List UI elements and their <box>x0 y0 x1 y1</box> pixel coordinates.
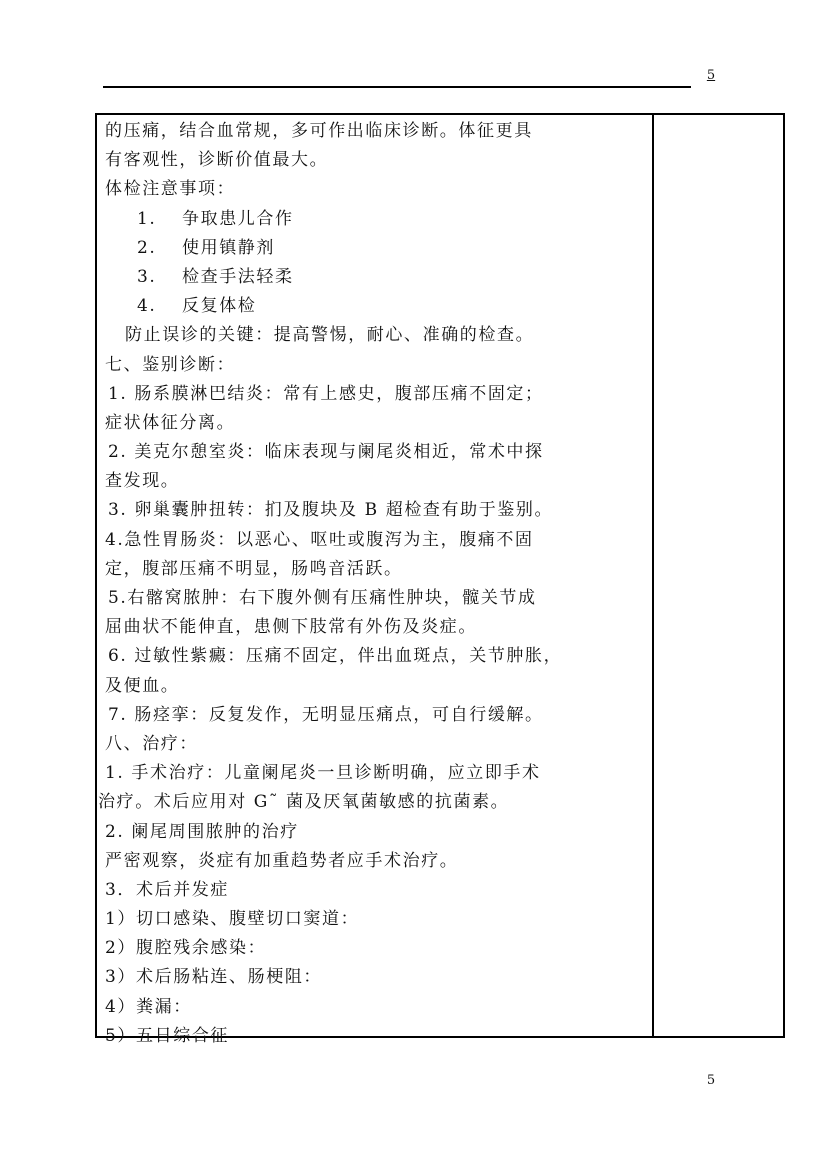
list-item: 1）切口感染、腹壁切口窦道： <box>105 909 360 930</box>
text-line: 治疗。术后应用对 G˜ 菌及厌氧菌敏感的抗菌素。 <box>98 792 510 813</box>
checklist-text: 使用镇静剂 <box>182 237 275 258</box>
text-line: 7. 肠痉挛：反复发作，无明显压痛点，可自行缓解。 <box>108 704 544 725</box>
checklist-item <box>105 292 645 321</box>
text-line: 2. 阑尾周围脓肿的治疗 <box>105 821 299 842</box>
text-line: 3. 卵巢囊肿扭转：扪及腹块及 B 超检查有助于鉴别。 <box>108 500 554 521</box>
header-rule <box>103 86 691 88</box>
text-line: 症状体征分离。 <box>105 412 236 433</box>
checklist-item <box>105 234 645 263</box>
list-item: 5）五日综合征 <box>105 1025 230 1046</box>
text-line: 体检注意事项： <box>105 179 236 200</box>
text-line: 严密观察，炎症有加重趋势者应手术治疗。 <box>105 850 459 871</box>
text-line: 屈曲状不能伸直，患侧下肢常有外伤及炎症。 <box>105 617 477 638</box>
text-line: 查发现。 <box>105 471 180 492</box>
checklist-number: 3. <box>137 266 157 287</box>
main-text-column <box>98 117 645 1051</box>
checklist-text: 反复体检 <box>182 296 257 317</box>
text-line: 防止误诊的关键：提高警惕，耐心、准确的检查。 <box>125 325 535 346</box>
header-page-number: 5 <box>706 68 716 83</box>
text-line: 3．术后并发症 <box>105 879 230 900</box>
checklist-text: 检查手法轻柔 <box>182 266 294 287</box>
table-column-divider <box>652 115 654 1036</box>
section-heading: 八、治疗： <box>105 733 198 754</box>
text-line: 2. 美克尔憩室炎：临床表现与阑尾炎相近，常术中探 <box>108 442 544 463</box>
text-line: 1. 手术治疗：儿童阑尾炎一旦诊断明确，应立即手术 <box>105 763 541 784</box>
checklist-item <box>105 205 645 234</box>
text-line: 6. 过敏性紫癜：压痛不固定，伴出血斑点，关节肿胀， <box>108 646 563 667</box>
text-line: 的压痛，结合血常规，多可作出临床诊断。体征更具 <box>105 121 533 141</box>
section-heading: 七、鉴别诊断： <box>105 354 236 375</box>
text-line: 1. 肠系膜淋巴结炎：常有上感史，腹部压痛不固定； <box>108 383 544 404</box>
text-line: 有客观性，诊断价值最大。 <box>105 150 329 171</box>
text-line: 5.右髂窝脓肿：右下腹外侧有压痛性肿块，髋关节成 <box>108 588 537 608</box>
content-table <box>95 113 785 1046</box>
text-line: 定，腹部压痛不明显，肠鸣音活跃。 <box>105 558 403 579</box>
checklist-number: 2. <box>137 237 157 258</box>
list-item: 3）术后肠粘连、肠梗阻： <box>105 967 323 988</box>
checklist-number: 4. <box>137 296 157 317</box>
checklist-item <box>105 263 645 292</box>
list-item: 4）粪漏： <box>105 996 192 1017</box>
text-line: 及便血。 <box>105 675 180 696</box>
checklist-text: 争取患儿合作 <box>182 208 294 229</box>
list-item: 2）腹腔残余感染： <box>105 938 267 959</box>
checklist-number: 1. <box>137 208 157 229</box>
footer-page-number: 5 <box>706 1073 716 1088</box>
text-line: 4.急性胃肠炎：以恶心、呕吐或腹泻为主，腹痛不固 <box>105 529 534 550</box>
